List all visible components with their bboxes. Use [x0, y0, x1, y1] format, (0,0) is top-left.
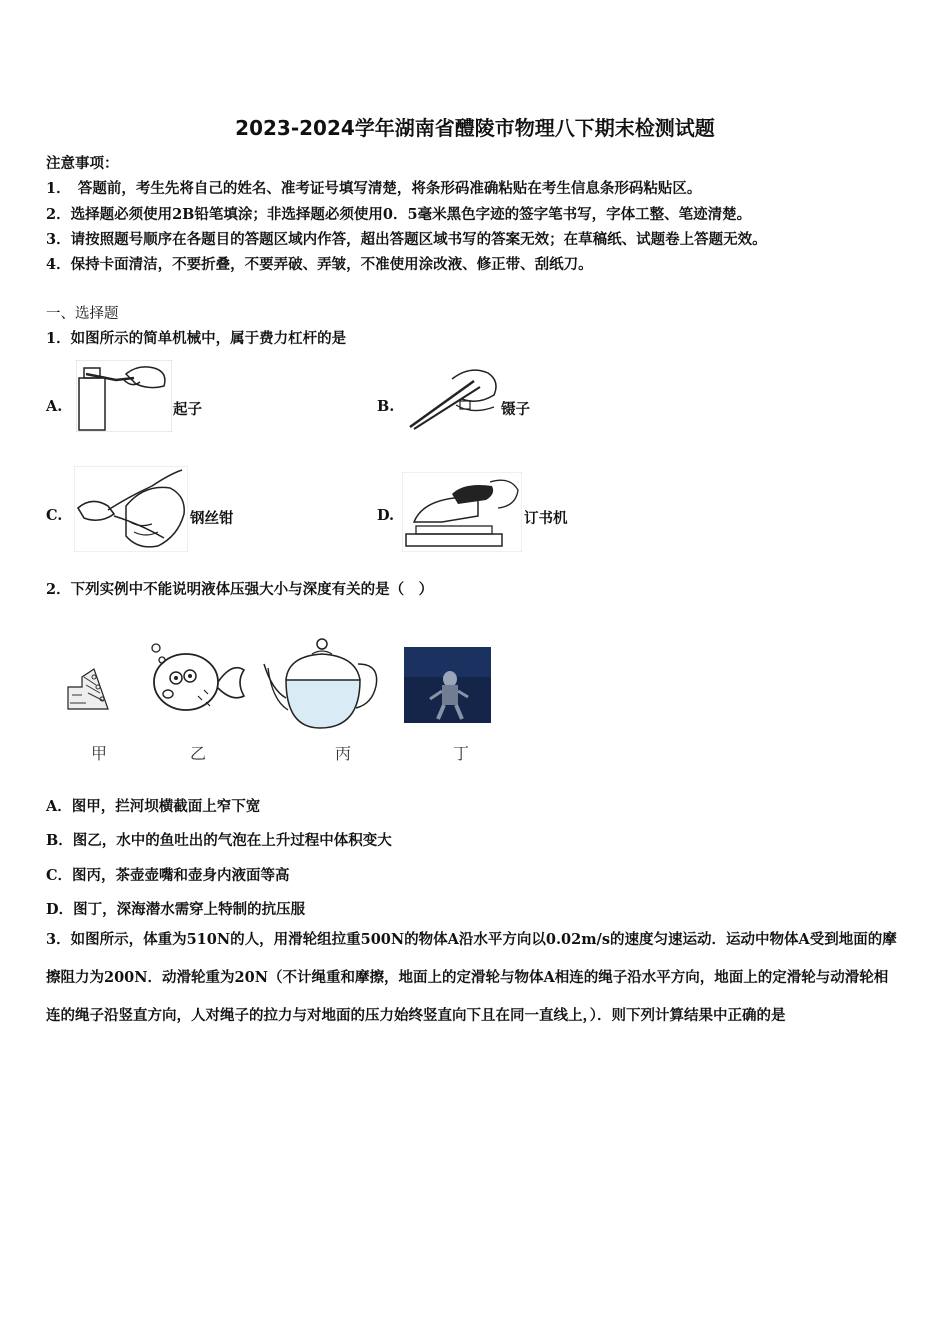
section-heading: 一、选择题 [46, 306, 119, 322]
q1-option-c-label: 钢丝钳 [190, 510, 234, 527]
q2-option-b: B．图乙，水中的鱼吐出的气泡在上升过程中体积变大 [46, 832, 392, 849]
caption-bing: 丙 [335, 744, 352, 763]
dam-image [64, 665, 112, 711]
teapot-image [262, 634, 382, 730]
q1-option-b-letter: B. [377, 398, 395, 415]
bottle-opener-image [76, 360, 172, 432]
pliers-image [74, 466, 188, 552]
q2-option-d: D．图丁，深海潜水需穿上特制的抗压服 [46, 901, 306, 918]
page-title: 2023-2024学年湖南省醴陵市物理八下期末检测试题 [235, 116, 715, 140]
notice-item-3: 3．请按照题号顺序在各题目的答题区域内作答，超出答题区域书写的答案无效；在草稿纸、试题卷上答题无效。 [46, 231, 767, 248]
caption-jia: 甲 [91, 744, 108, 763]
q1-option-a-letter: A. [46, 398, 63, 415]
q1-option-d-letter: D. [377, 507, 395, 524]
caption-ding: 丁 [453, 744, 470, 763]
tweezers-image [404, 365, 500, 433]
q2-stem: 2．下列实例中不能说明液体压强大小与深度有关的是（ ） [46, 581, 434, 598]
q1-option-c-letter: C. [46, 507, 63, 524]
q2-option-a: A．图甲，拦河坝横截面上窄下宽 [46, 798, 261, 815]
notice-item-4: 4．保持卡面清洁，不要折叠，不要弄破、弄皱，不准使用涂改液、修正带、刮纸刀。 [46, 256, 593, 273]
q3-stem: 3．如图所示，体重为510N的人，用滑轮组拉重500N的物体A沿水平方向以0.02m/s的速度匀速运动．运动中物体A受到地面的摩擦阻力为200N．动滑轮重为20N（不计绳重和摩擦，地面上的定滑轮与物体A相连的绳子沿水平方向，地面上的定滑轮与动滑轮相连的绳子沿竖直方向，人对绳子的拉力与对地面的压力始终竖直向下且在同一直线上，）．则下列计算结果中正确的是 [46, 931, 897, 1024]
q1-option-d-label: 订书机 [524, 510, 568, 527]
q1-option-a-label: 起子 [173, 401, 202, 418]
notice-item-2: 2．选择题必须使用2B铅笔填涂；非选择题必须使用0．5毫米黑色字迹的签字笔书写，字体工整、笔迹清楚。 [46, 206, 752, 223]
q1-option-b-label: 镊子 [501, 401, 530, 418]
fish-image [146, 640, 246, 718]
q1-stem: 1．如图所示的简单机械中，属于费力杠杆的是 [46, 330, 347, 347]
notice-item-1: 1． 答题前，考生先将自己的姓名、准考证号填写清楚，将条形码准确粘贴在考生信息条形码粘贴区。 [46, 180, 702, 197]
q2-option-c: C．图丙，茶壶壶嘴和壶身内液面等高 [46, 867, 290, 884]
notice-heading: 注意事项： [46, 155, 119, 172]
diver-photo [404, 647, 491, 723]
stapler-image [402, 472, 522, 552]
caption-yi: 乙 [190, 744, 207, 763]
